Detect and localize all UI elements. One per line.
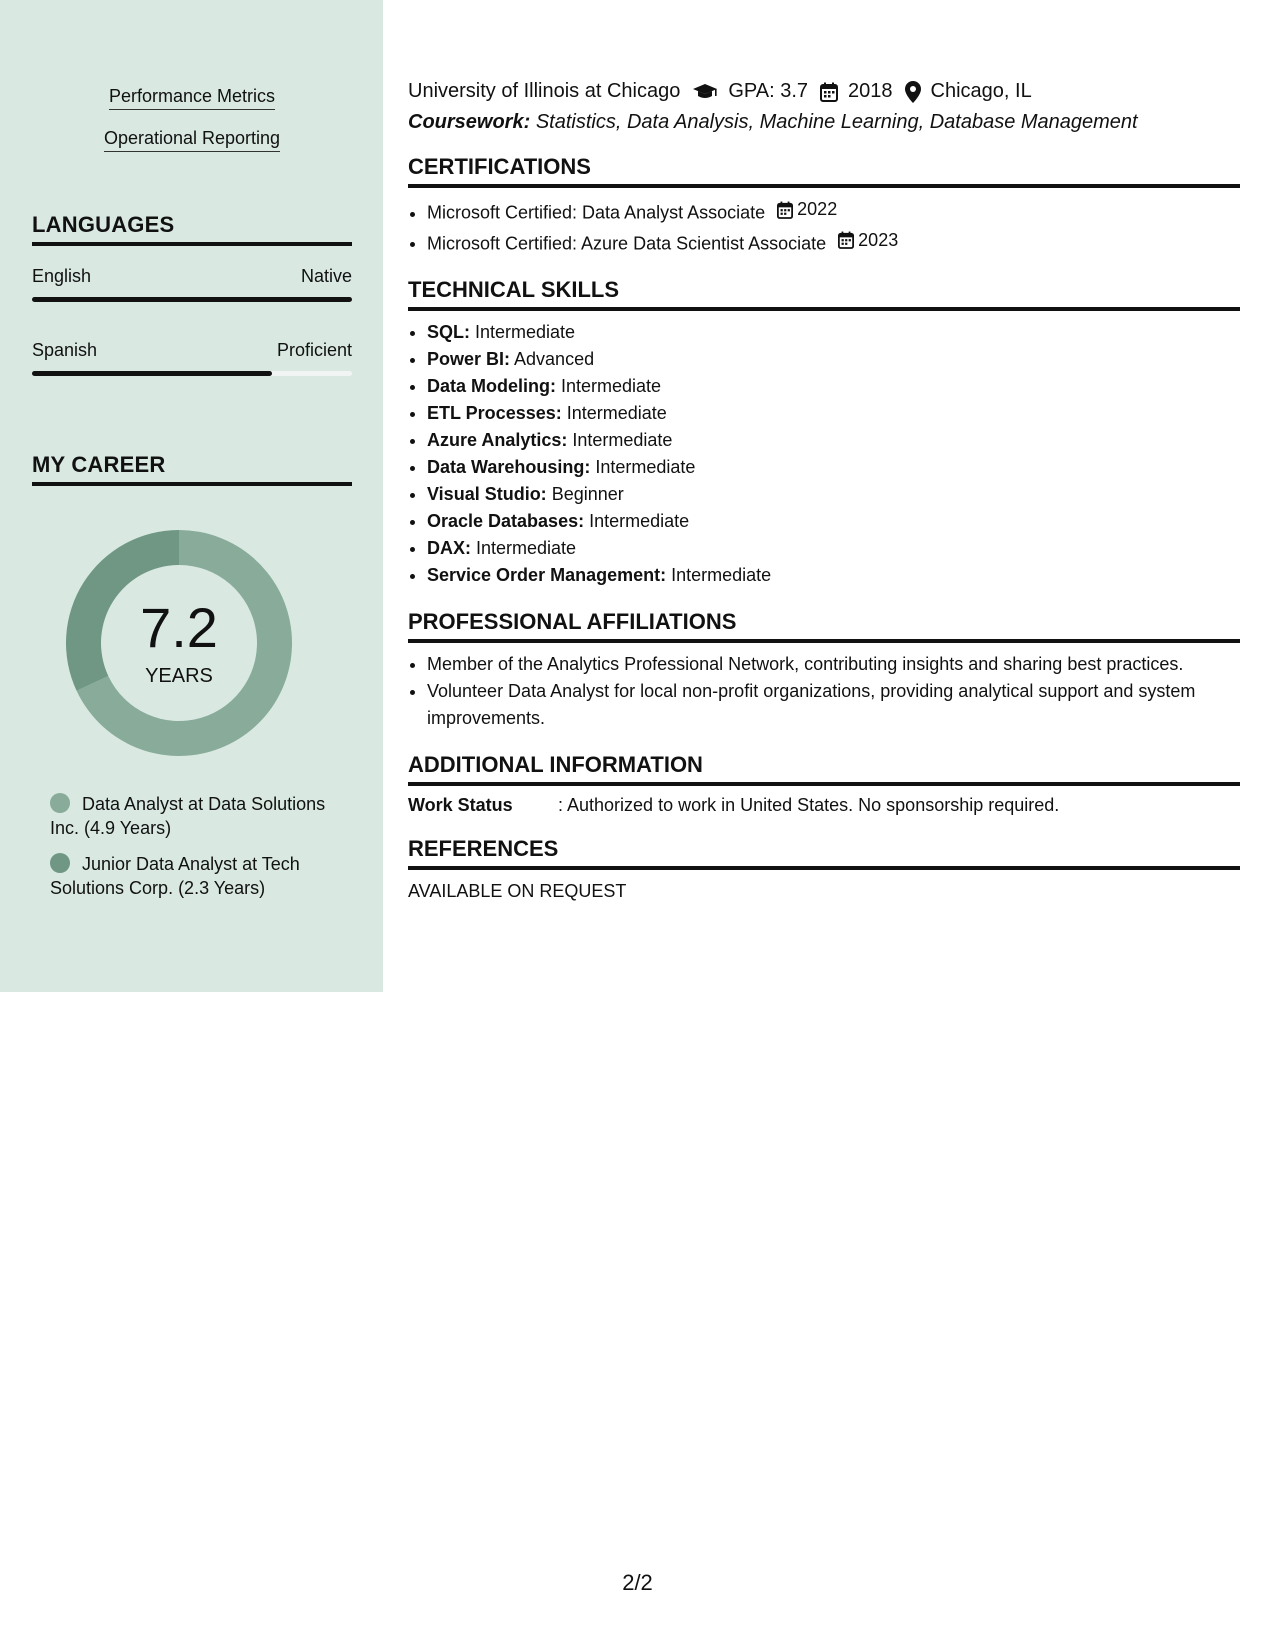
list-item (427, 454, 1240, 481)
skill-level: Intermediate (475, 322, 576, 342)
education-line (408, 80, 1240, 103)
certifications-list (408, 196, 1240, 257)
technical-skills-list (408, 319, 1240, 589)
gpa: GPA: 3.7 (728, 80, 809, 102)
affiliations-heading: PROFESSIONAL AFFILIATIONS (408, 609, 1240, 643)
main-content (408, 80, 1240, 902)
skill-level: Intermediate (589, 511, 690, 531)
skill-name: SQL: (427, 322, 470, 342)
languages-section (32, 212, 352, 376)
coursework (408, 111, 1240, 134)
skill-name: Power BI: (427, 349, 511, 369)
certification-year: 2022 (797, 199, 838, 219)
list-item (427, 562, 1240, 589)
skill-name: DAX: (427, 538, 471, 558)
school-name: University of Illinois at Chicago (408, 80, 681, 102)
skill-level: Intermediate (476, 538, 577, 558)
location-pin-icon (905, 81, 921, 103)
languages-heading: LANGUAGES (32, 212, 352, 246)
list-item (427, 196, 1240, 227)
skill-name: Oracle Databases: (427, 511, 585, 531)
career-legend (50, 792, 330, 912)
skill-name: Azure Analytics: (427, 430, 568, 450)
coursework-list: Statistics, Data Analysis, Machine Learning, Database Management (535, 111, 1138, 133)
language-bar (32, 297, 352, 302)
skill-level: Intermediate (595, 457, 696, 477)
skill-name: Visual Studio: (427, 484, 547, 504)
legend-item (50, 792, 330, 840)
list-item (427, 227, 1240, 258)
coursework-label: Coursework: (408, 111, 531, 133)
language-name: Spanish (32, 340, 98, 360)
list-item (427, 427, 1240, 454)
language-bar (32, 371, 352, 376)
skill-tags (32, 86, 352, 170)
tag-item: Performance Metrics (109, 86, 275, 110)
references-heading: REFERENCES (408, 836, 1240, 870)
school-location: Chicago, IL (930, 80, 1032, 102)
work-status-label: Work Status (408, 795, 513, 815)
list-item (427, 508, 1240, 535)
references-text: AVAILABLE ON REQUEST (408, 881, 627, 901)
certification-name: Microsoft Certified: Data Analyst Associate (427, 202, 766, 223)
tag-item: Operational Reporting (104, 128, 280, 152)
language-row (32, 266, 352, 287)
language-level: Native (300, 266, 352, 286)
certifications-heading: CERTIFICATIONS (408, 154, 1240, 188)
skill-level: Intermediate (671, 565, 772, 585)
career-total-unit: YEARS (145, 665, 213, 687)
list-item (427, 346, 1240, 373)
page-number: 2/2 (622, 1570, 653, 1595)
graduation-cap-icon (692, 82, 718, 102)
skill-level: Beginner (551, 484, 624, 504)
technical-skills-heading: TECHNICAL SKILLS (408, 277, 1240, 311)
list-item (427, 373, 1240, 400)
work-status-value: : Authorized to work in United States. No sponsorship required. (558, 795, 1060, 815)
list-item: • Member of the Analytics Professional Network, contributing insights and sharing best practices. (427, 651, 1240, 678)
list-item: • Volunteer Data Analyst for local non-profit organizations, providing analytical support and system improvements. (427, 678, 1240, 732)
skill-level: Intermediate (572, 430, 673, 450)
career-donut-chart (66, 530, 292, 756)
affiliations-list (408, 651, 1240, 732)
work-status-row (408, 795, 1240, 816)
list-item (427, 400, 1240, 427)
legend-item (50, 852, 330, 900)
legend-dot (50, 853, 70, 873)
skill-name: Service Order Management: (427, 565, 667, 585)
certification-name: Microsoft Certified: Azure Data Scientist Associate (427, 233, 827, 253)
legend-dot (50, 793, 70, 813)
career-heading: MY CAREER (32, 452, 352, 486)
skill-name: Data Warehousing: (427, 457, 591, 477)
language-bar-fill (32, 297, 352, 302)
list-item (427, 481, 1240, 508)
career-section (32, 452, 352, 486)
career-total-value: 7.2 (140, 596, 218, 659)
language-level: Proficient (276, 340, 352, 360)
language-bar-fill (32, 371, 272, 376)
sidebar (0, 0, 383, 992)
graduation-year: 2018 (848, 80, 893, 102)
language-row (32, 340, 352, 361)
calendar-icon (838, 231, 854, 249)
legend-label: Data Analyst at Data Solutions Inc. (4.9 Years) (50, 794, 326, 838)
additional-info-heading: ADDITIONAL INFORMATION (408, 752, 1240, 786)
certification-year: 2023 (858, 229, 899, 250)
calendar-icon (777, 201, 793, 219)
skill-name: Data Modeling: (427, 376, 556, 396)
calendar-icon (820, 82, 838, 102)
skill-name: ETL Processes: (427, 403, 562, 423)
legend-label: Junior Data Analyst at Tech Solutions Corp. (2.3 Years) (50, 854, 300, 898)
language-name: English (32, 266, 92, 286)
skill-level: Intermediate (566, 403, 667, 423)
skill-level: Intermediate (561, 376, 662, 396)
skill-level: Advanced (514, 349, 595, 369)
list-item (427, 535, 1240, 562)
list-item (427, 319, 1240, 346)
